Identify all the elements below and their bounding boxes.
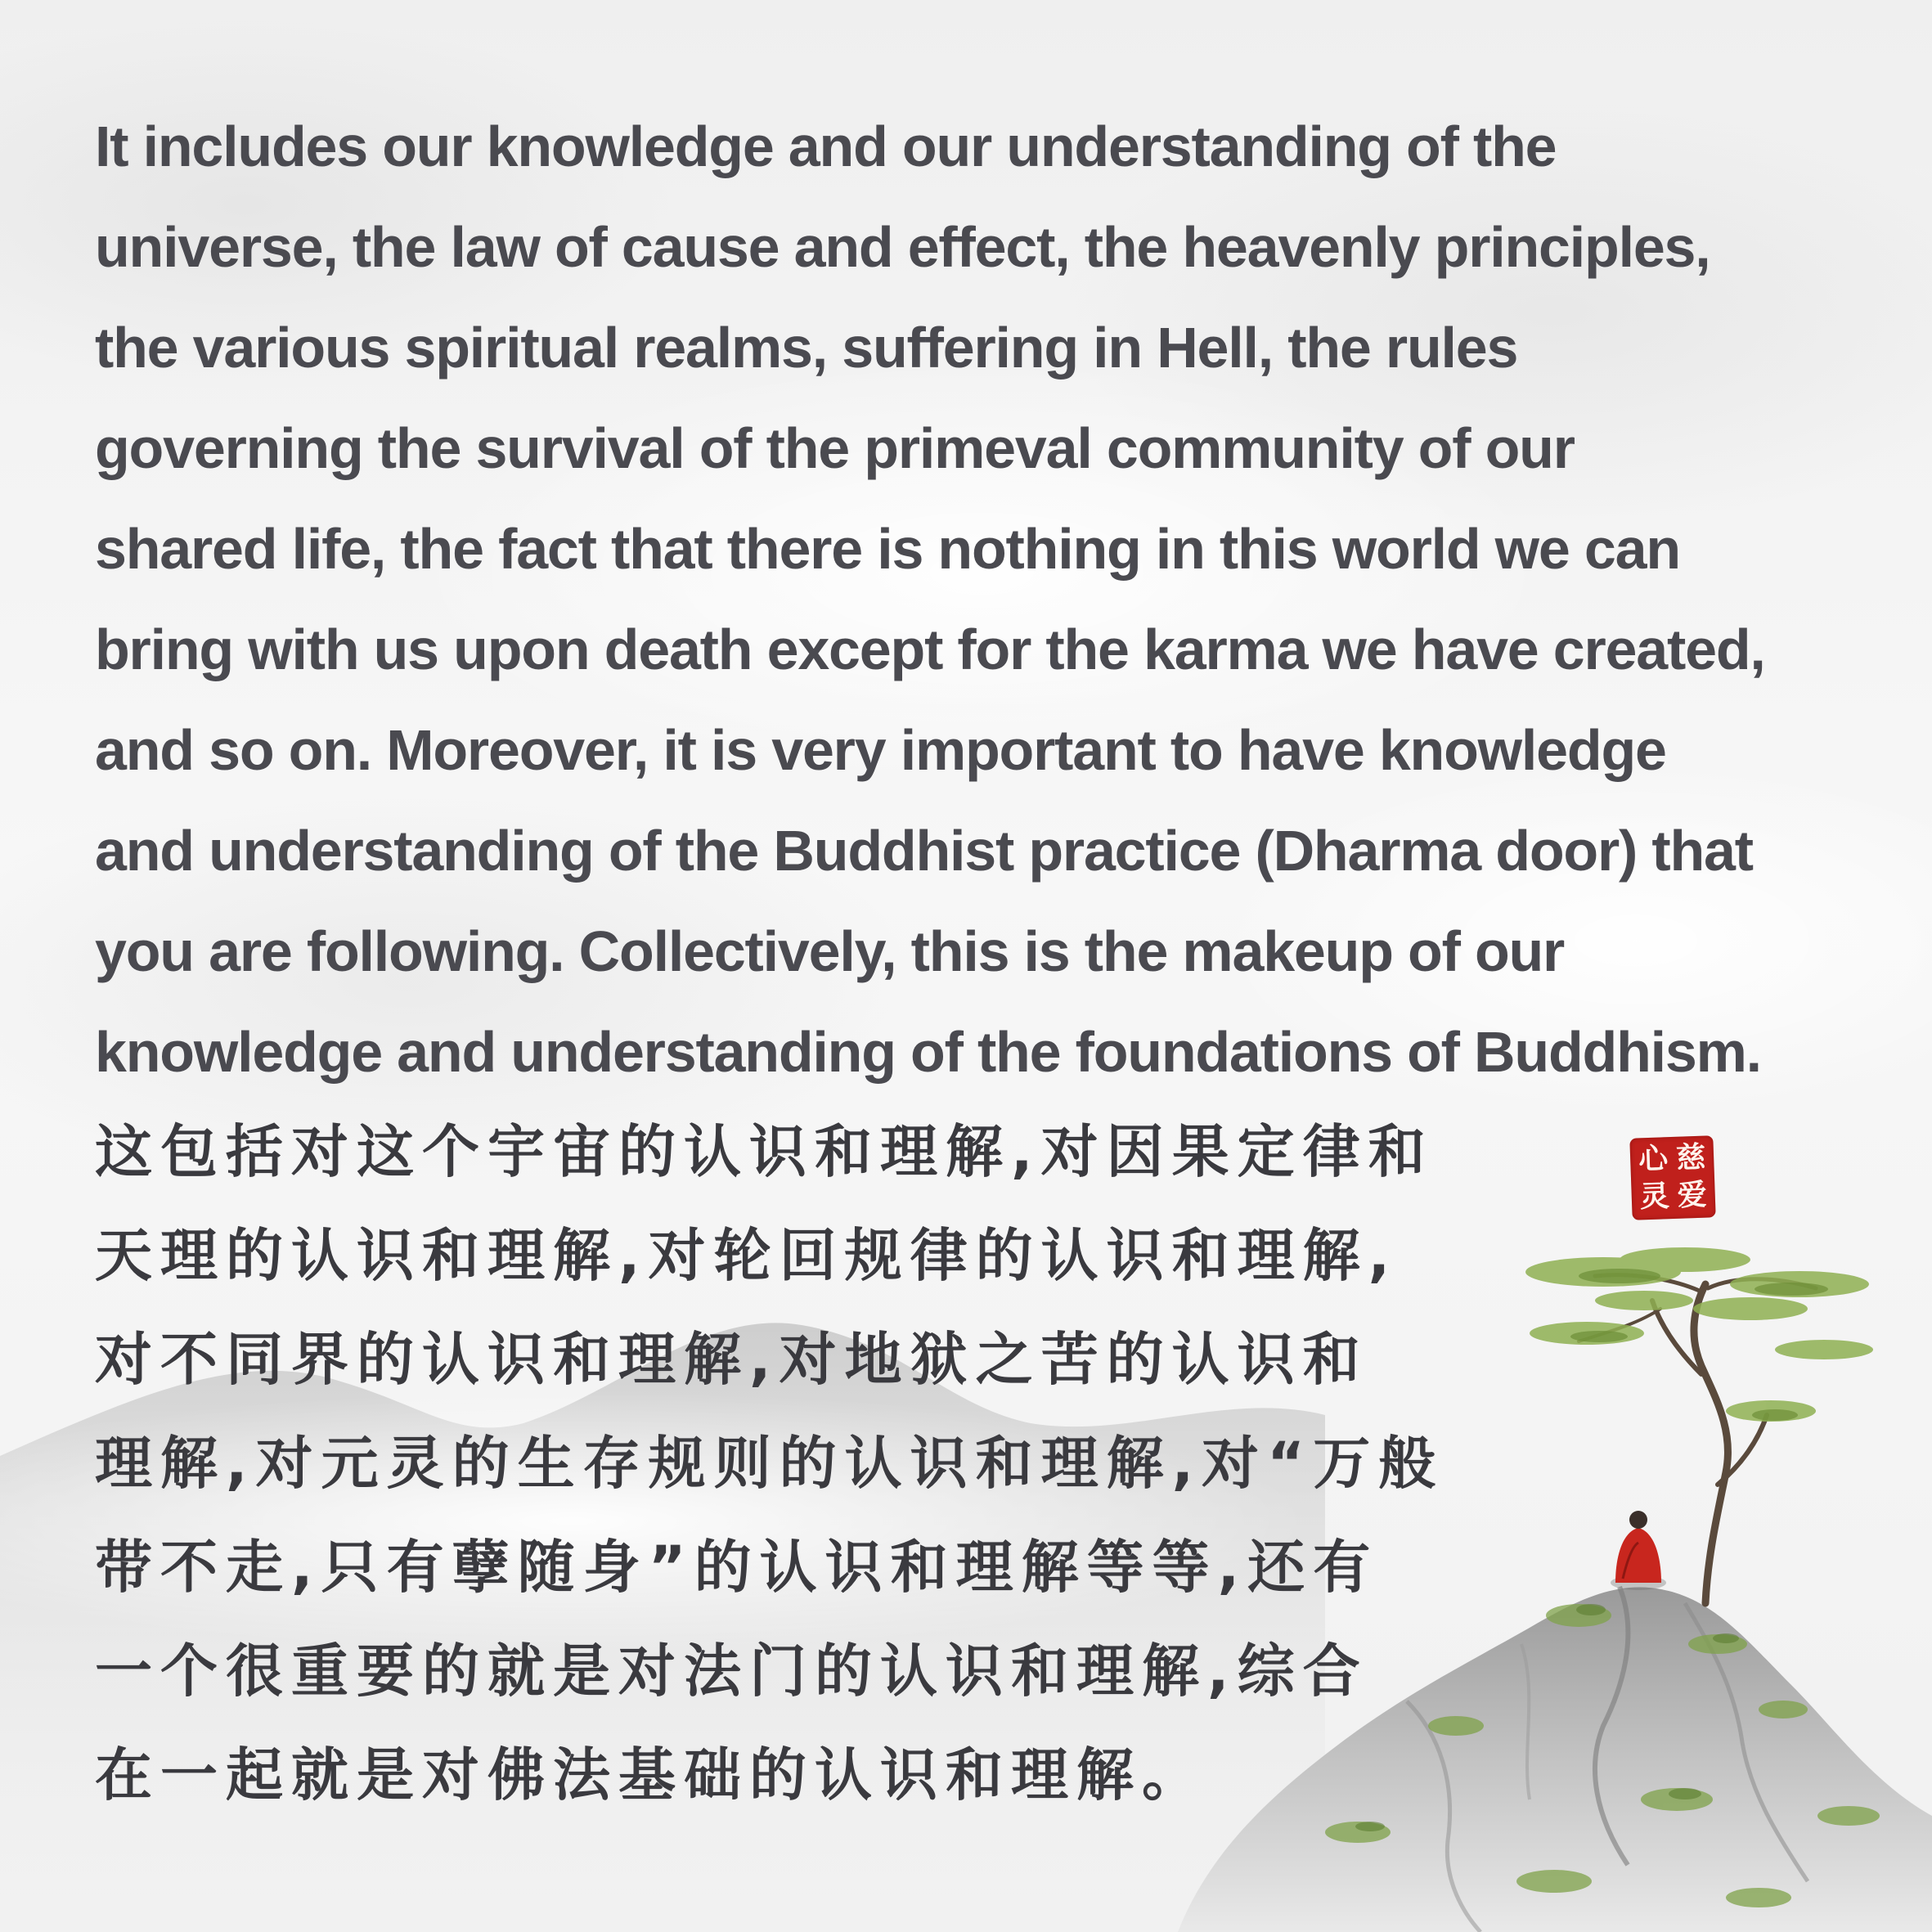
seal-char: 灵 bbox=[1639, 1179, 1670, 1215]
chinese-paragraph: 这包括对这个宇宙的认识和理解,对因果定律和 天理的认识和理解,对轮回规律的认识和理解, 对不同界的认识和理解,对地狱之苦的认识和 理解,对元灵的生存规则的认识和理解,对“万般 带不走,只有孽随身”的认识和理解等等,还有 一个很重要的就是对法门的认识和理解,综合 在一起就是对佛法基础的认识和理解。 bbox=[95, 1118, 1445, 1808]
seal-char: 慈 bbox=[1675, 1139, 1706, 1175]
english-paragraph: It includes our knowledge and our understanding of the universe, the law of cause and effect, the heavenly principles, the various spiritual realms, suffering in Hell, the rules governing the survival of the primeval community of our shared life, the fact that there is nothing in this world we can bring with us upon death except for the karma we have created, and so on. Moreover, it is very important to have knowledge and understanding of the Buddhist practice (Dharma door) that you are following. Collectively, this is the makeup of our knowledge and understanding of the foundations of Buddhism. bbox=[95, 115, 1765, 1084]
seal-char: 爱 bbox=[1677, 1177, 1708, 1213]
red-seal-stamp bbox=[1629, 1135, 1715, 1220]
seal-char: 心 bbox=[1638, 1141, 1669, 1177]
